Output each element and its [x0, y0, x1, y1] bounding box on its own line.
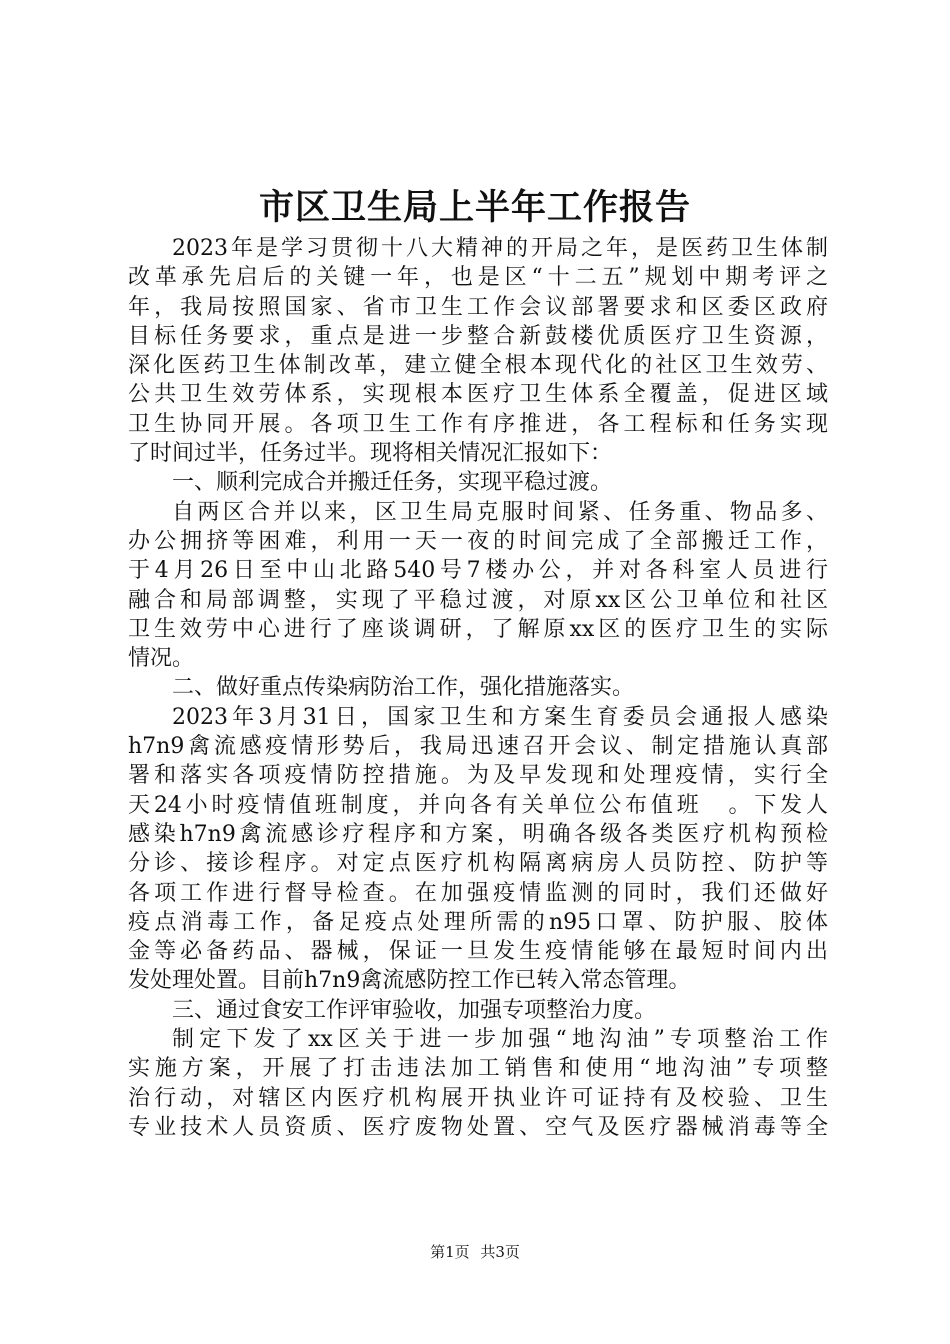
text-line: 深化医药卫生体制改革，建立健全根本现代化的社区卫生效劳、 — [128, 353, 828, 379]
text-line: 改革承先启后的关键一年，也是区“十二五”规划中期考评之 — [128, 265, 828, 291]
text-line: 自两区合并以来，区卫生局克服时间紧、任务重、物品多、 — [172, 499, 828, 525]
text-line: 发处理处置。目前h7n9禽流感防控工作已转入常态管理。 — [128, 968, 691, 994]
text-line: 三、通过食安工作评审验收，加强专项整治力度。 — [172, 997, 657, 1023]
text-line: 感染h7n9禽流感诊疗程序和方案，明确各级各类医疗机构预检 — [128, 821, 828, 847]
text-line: 公共卫生效劳体系，实现根本医疗卫生体系全覆盖，促进区域 — [128, 382, 828, 408]
text-line: 目标任务要求，重点是进一步整合新鼓楼优质医疗卫生资源， — [128, 323, 828, 349]
text-line: h7n9禽流感疫情形势后，我局迅速召开会议、制定措施认真部 — [128, 734, 828, 760]
text-line: 金等必备药品、器械，保证一旦发生疫情能够在最短时间内出 — [128, 939, 828, 965]
text-line: 情况。 — [128, 646, 195, 672]
text-line: 了时间过半，任务过半。现将相关情况汇报如下： — [128, 441, 613, 467]
text-line: 卫生效劳中心进行了座谈调研，了解原xx区的医疗卫生的实际 — [128, 616, 828, 642]
text-line: 专业技术人员资质、医疗废物处置、空气及医疗器械消毒等全 — [128, 1114, 828, 1140]
page-footer — [0, 1242, 950, 1262]
text-line: 一、顺利完成合并搬迁任务，实现平稳过渡。 — [172, 470, 613, 496]
document-title: 市区卫生局上半年工作报告 — [258, 187, 691, 228]
page-total: 共3页 — [480, 1243, 520, 1261]
text-line: 卫生协同开展。各项卫生工作有序推进，各工程标和任务实现 — [128, 411, 828, 437]
text-line: 实施方案，开展了打击违法加工销售和使用“地沟油”专项整 — [128, 1056, 828, 1082]
page-number: 第1页 — [430, 1243, 470, 1261]
text-line: 署和落实各项疫情防控措施。为及早发现和处理疫情，实行全 — [128, 763, 828, 789]
text-line: 融合和局部调整，实现了平稳过渡，对原xx区公卫单位和社区 — [128, 587, 828, 613]
document-body — [128, 234, 828, 1142]
text-line: 疫点消毒工作，备足疫点处理所需的n95口罩、防护服、胶体 — [128, 909, 828, 935]
text-line: 制定下发了xx区关于进一步加强“地沟油”专项整治工作 — [172, 1027, 828, 1053]
text-line: 分诊、接诊程序。对定点医疗机构隔离病房人员防控、防护等 — [128, 851, 828, 877]
text-line: 于4月26日至中山北路540号7楼办公，并对各科室人员进行 — [128, 558, 828, 584]
text-line: 年，我局按照国家、省市卫生工作会议部署要求和区委区政府 — [128, 294, 828, 320]
text-line: 天24小时疫情值班制度，并向各有关单位公布值班 。下发人 — [128, 792, 828, 818]
text-line: 2023年是学习贯彻十八大精神的开局之年，是医药卫生体制 — [172, 236, 828, 261]
text-line: 治行动，对辖区内医疗机构展开执业许可证持有及校验、卫生 — [128, 1085, 828, 1111]
text-line: 办公拥挤等困难，利用一天一夜的时间完成了全部搬迁工作， — [128, 528, 828, 554]
text-line: 各项工作进行督导检查。在加强疫情监测的同时，我们还做好 — [128, 880, 828, 906]
text-line: 二、做好重点传染病防治工作，强化措施落实。 — [172, 675, 635, 701]
text-line: 2023年3月31日，国家卫生和方案生育委员会通报人感染 — [172, 704, 828, 730]
